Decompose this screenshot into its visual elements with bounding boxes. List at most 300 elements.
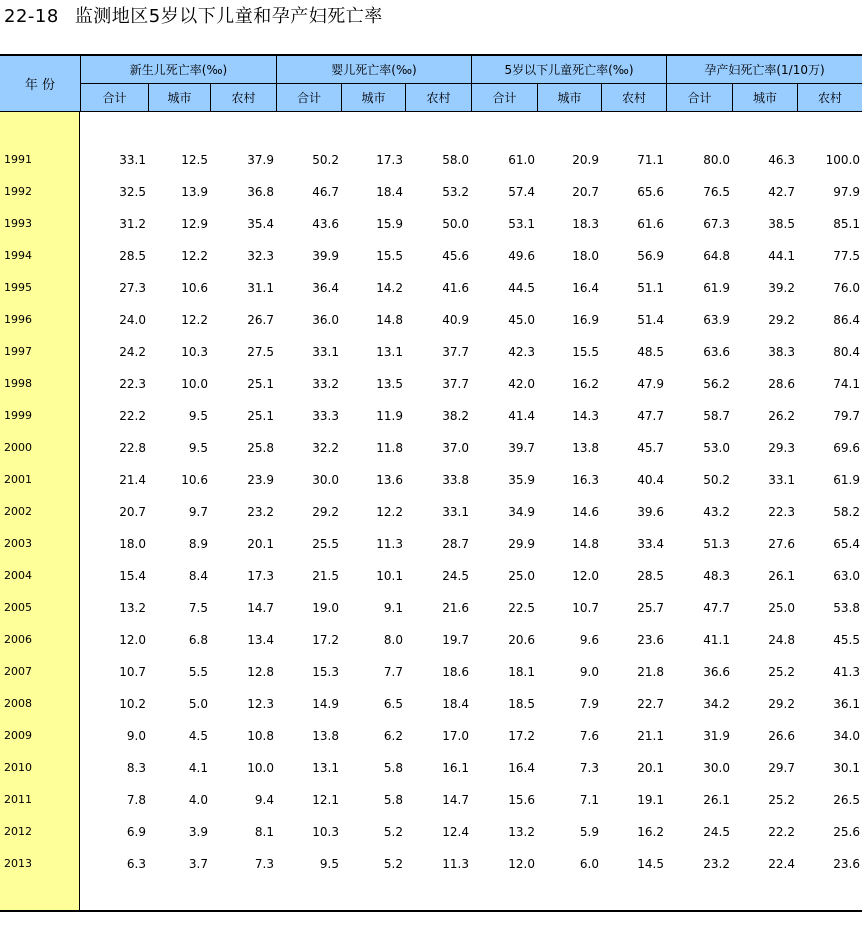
value-cell: 12.0 — [119, 633, 146, 647]
value-cell: 12.8 — [247, 665, 274, 679]
value-cell: 22.2 — [768, 825, 795, 839]
value-cell: 12.2 — [181, 313, 208, 327]
value-cell: 14.9 — [312, 697, 339, 711]
group-header-neonatal: 新生儿死亡率(‰) — [80, 56, 276, 84]
value-cell: 49.6 — [508, 249, 535, 263]
value-cell: 29.3 — [768, 441, 795, 455]
value-cell: 16.4 — [508, 761, 535, 775]
value-cell: 38.2 — [442, 409, 469, 423]
value-cell: 58.2 — [833, 505, 860, 519]
value-cell: 11.3 — [442, 857, 469, 871]
value-cell: 22.8 — [119, 441, 146, 455]
year-cell: 1993 — [4, 217, 32, 230]
sub-header-rural: 农村 — [210, 84, 276, 112]
group-header-maternal: 孕产妇死亡率(1/10万) — [666, 56, 862, 84]
value-cell: 31.9 — [703, 729, 730, 743]
value-cell: 21.6 — [442, 601, 469, 615]
value-cell: 50.2 — [312, 153, 339, 167]
table-row — [0, 496, 862, 528]
year-cell: 1995 — [4, 281, 32, 294]
value-cell: 15.5 — [376, 249, 403, 263]
table-number: 22-18 — [4, 6, 59, 27]
sub-header-total: 合计 — [666, 84, 732, 112]
value-cell: 28.6 — [768, 377, 795, 391]
value-cell: 12.1 — [312, 793, 339, 807]
sub-header-urban: 城市 — [148, 84, 210, 112]
value-cell: 10.7 — [572, 601, 599, 615]
value-cell: 7.7 — [383, 665, 403, 679]
value-cell: 23.6 — [833, 857, 860, 871]
year-cell: 1992 — [4, 185, 32, 198]
table-row — [0, 592, 862, 624]
year-cell: 2004 — [4, 569, 32, 582]
value-cell: 53.1 — [508, 217, 535, 231]
table-row — [0, 336, 862, 368]
value-cell: 5.5 — [188, 665, 208, 679]
value-cell: 22.5 — [508, 601, 535, 615]
value-cell: 44.5 — [508, 281, 535, 295]
page-title — [4, 4, 383, 30]
value-cell: 10.0 — [181, 377, 208, 391]
value-cell: 35.4 — [247, 217, 274, 231]
value-cell: 8.0 — [383, 633, 403, 647]
value-cell: 26.1 — [768, 569, 795, 583]
value-cell: 25.6 — [833, 825, 860, 839]
year-cell: 2002 — [4, 505, 32, 518]
value-cell: 33.3 — [312, 409, 339, 423]
value-cell: 48.5 — [637, 345, 664, 359]
value-cell: 51.4 — [637, 313, 664, 327]
value-cell: 14.8 — [376, 313, 403, 327]
value-cell: 20.9 — [572, 153, 599, 167]
value-cell: 5.8 — [383, 761, 403, 775]
value-cell: 13.2 — [119, 601, 146, 615]
value-cell: 63.6 — [703, 345, 730, 359]
value-cell: 32.5 — [119, 185, 146, 199]
value-cell: 16.2 — [637, 825, 664, 839]
value-cell: 46.3 — [768, 153, 795, 167]
value-cell: 25.1 — [247, 409, 274, 423]
value-cell: 39.7 — [508, 441, 535, 455]
value-cell: 45.7 — [637, 441, 664, 455]
value-cell: 36.1 — [833, 697, 860, 711]
value-cell: 19.1 — [637, 793, 664, 807]
value-cell: 14.5 — [637, 857, 664, 871]
value-cell: 85.1 — [833, 217, 860, 231]
value-cell: 58.0 — [442, 153, 469, 167]
value-cell: 26.2 — [768, 409, 795, 423]
value-cell: 61.0 — [508, 153, 535, 167]
value-cell: 7.8 — [126, 793, 146, 807]
value-cell: 36.0 — [312, 313, 339, 327]
value-cell: 24.8 — [768, 633, 795, 647]
value-cell: 6.3 — [126, 857, 146, 871]
value-cell: 42.3 — [508, 345, 535, 359]
value-cell: 63.0 — [833, 569, 860, 583]
value-cell: 16.1 — [442, 761, 469, 775]
value-cell: 41.6 — [442, 281, 469, 295]
value-cell: 13.8 — [312, 729, 339, 743]
value-cell: 69.6 — [833, 441, 860, 455]
value-cell: 10.6 — [181, 281, 208, 295]
value-cell: 5.2 — [383, 825, 403, 839]
value-cell: 31.1 — [247, 281, 274, 295]
value-cell: 53.2 — [442, 185, 469, 199]
value-cell: 53.0 — [703, 441, 730, 455]
value-cell: 27.3 — [119, 281, 146, 295]
value-cell: 24.0 — [119, 313, 146, 327]
year-cell: 2013 — [4, 857, 32, 870]
table-row — [0, 848, 862, 880]
year-cell: 2006 — [4, 633, 32, 646]
value-cell: 64.8 — [703, 249, 730, 263]
value-cell: 18.6 — [442, 665, 469, 679]
value-cell: 48.3 — [703, 569, 730, 583]
sub-header-total: 合计 — [276, 84, 341, 112]
value-cell: 12.9 — [181, 217, 208, 231]
value-cell: 11.8 — [376, 441, 403, 455]
value-cell: 26.7 — [247, 313, 274, 327]
value-cell: 14.8 — [572, 537, 599, 551]
value-cell: 15.6 — [508, 793, 535, 807]
value-cell: 65.6 — [637, 185, 664, 199]
value-cell: 14.7 — [442, 793, 469, 807]
value-cell: 9.6 — [579, 633, 599, 647]
value-cell: 14.7 — [247, 601, 274, 615]
sub-header-rural: 农村 — [405, 84, 471, 112]
value-cell: 27.6 — [768, 537, 795, 551]
value-cell: 65.4 — [833, 537, 860, 551]
value-cell: 10.7 — [119, 665, 146, 679]
value-cell: 25.5 — [312, 537, 339, 551]
value-cell: 22.2 — [119, 409, 146, 423]
value-cell: 9.4 — [254, 793, 274, 807]
value-cell: 6.8 — [188, 633, 208, 647]
sub-header-total: 合计 — [471, 84, 537, 112]
sub-header-urban: 城市 — [537, 84, 601, 112]
value-cell: 56.9 — [637, 249, 664, 263]
value-cell: 71.1 — [637, 153, 664, 167]
value-cell: 39.9 — [312, 249, 339, 263]
year-cell: 1997 — [4, 345, 32, 358]
value-cell: 40.9 — [442, 313, 469, 327]
value-cell: 6.5 — [383, 697, 403, 711]
value-cell: 34.0 — [833, 729, 860, 743]
value-cell: 33.1 — [119, 153, 146, 167]
value-cell: 45.5 — [833, 633, 860, 647]
value-cell: 10.3 — [312, 825, 339, 839]
table-row — [0, 784, 862, 816]
value-cell: 20.7 — [572, 185, 599, 199]
value-cell: 80.0 — [703, 153, 730, 167]
sub-header-total: 合计 — [80, 84, 148, 112]
value-cell: 17.2 — [312, 633, 339, 647]
year-cell: 2005 — [4, 601, 32, 614]
value-cell: 35.9 — [508, 473, 535, 487]
value-cell: 34.9 — [508, 505, 535, 519]
value-cell: 4.1 — [188, 761, 208, 775]
value-cell: 24.5 — [442, 569, 469, 583]
value-cell: 25.2 — [768, 793, 795, 807]
value-cell: 57.4 — [508, 185, 535, 199]
value-cell: 26.5 — [833, 793, 860, 807]
value-cell: 77.5 — [833, 249, 860, 263]
value-cell: 23.2 — [703, 857, 730, 871]
value-cell: 100.0 — [825, 153, 860, 167]
value-cell: 37.7 — [442, 345, 469, 359]
value-cell: 6.2 — [383, 729, 403, 743]
value-cell: 33.8 — [442, 473, 469, 487]
value-cell: 5.9 — [579, 825, 599, 839]
value-cell: 37.7 — [442, 377, 469, 391]
value-cell: 43.6 — [312, 217, 339, 231]
table-row — [0, 208, 862, 240]
table-row — [0, 720, 862, 752]
value-cell: 15.3 — [312, 665, 339, 679]
value-cell: 27.5 — [247, 345, 274, 359]
value-cell: 7.3 — [579, 761, 599, 775]
value-cell: 4.0 — [188, 793, 208, 807]
value-cell: 13.6 — [376, 473, 403, 487]
table-row — [0, 368, 862, 400]
value-cell: 23.2 — [247, 505, 274, 519]
value-cell: 13.1 — [312, 761, 339, 775]
value-cell: 5.2 — [383, 857, 403, 871]
value-cell: 12.0 — [508, 857, 535, 871]
value-cell: 7.3 — [254, 857, 274, 871]
value-cell: 10.2 — [119, 697, 146, 711]
value-cell: 33.1 — [442, 505, 469, 519]
value-cell: 10.8 — [247, 729, 274, 743]
value-cell: 22.3 — [768, 505, 795, 519]
value-cell: 9.5 — [188, 409, 208, 423]
value-cell: 24.5 — [703, 825, 730, 839]
sub-header-rural: 农村 — [601, 84, 666, 112]
value-cell: 30.0 — [703, 761, 730, 775]
value-cell: 41.1 — [703, 633, 730, 647]
value-cell: 36.6 — [703, 665, 730, 679]
value-cell: 10.1 — [376, 569, 403, 583]
value-cell: 14.2 — [376, 281, 403, 295]
year-cell: 1991 — [4, 153, 32, 166]
value-cell: 33.1 — [312, 345, 339, 359]
year-cell: 1996 — [4, 313, 32, 326]
value-cell: 20.6 — [508, 633, 535, 647]
value-cell: 43.2 — [703, 505, 730, 519]
value-cell: 47.7 — [703, 601, 730, 615]
value-cell: 39.6 — [637, 505, 664, 519]
table-row — [0, 464, 862, 496]
value-cell: 63.9 — [703, 313, 730, 327]
value-cell: 19.7 — [442, 633, 469, 647]
value-cell: 67.3 — [703, 217, 730, 231]
value-cell: 56.2 — [703, 377, 730, 391]
value-cell: 13.5 — [376, 377, 403, 391]
value-cell: 17.0 — [442, 729, 469, 743]
group-header-under5: 5岁以下儿童死亡率(‰) — [471, 56, 666, 84]
value-cell: 10.3 — [181, 345, 208, 359]
table-row — [0, 176, 862, 208]
value-cell: 28.7 — [442, 537, 469, 551]
value-cell: 22.4 — [768, 857, 795, 871]
value-cell: 18.1 — [508, 665, 535, 679]
value-cell: 25.0 — [508, 569, 535, 583]
value-cell: 45.6 — [442, 249, 469, 263]
value-cell: 9.7 — [188, 505, 208, 519]
value-cell: 44.1 — [768, 249, 795, 263]
value-cell: 29.9 — [508, 537, 535, 551]
value-cell: 26.6 — [768, 729, 795, 743]
value-cell: 25.1 — [247, 377, 274, 391]
value-cell: 61.9 — [833, 473, 860, 487]
value-cell: 9.1 — [383, 601, 403, 615]
value-cell: 15.4 — [119, 569, 146, 583]
year-cell: 2007 — [4, 665, 32, 678]
table-row — [0, 688, 862, 720]
year-cell: 1999 — [4, 409, 32, 422]
table-row — [0, 304, 862, 336]
value-cell: 12.4 — [442, 825, 469, 839]
value-cell: 39.2 — [768, 281, 795, 295]
value-cell: 18.5 — [508, 697, 535, 711]
value-cell: 41.4 — [508, 409, 535, 423]
value-cell: 15.5 — [572, 345, 599, 359]
sub-header-urban: 城市 — [732, 84, 797, 112]
value-cell: 9.5 — [188, 441, 208, 455]
value-cell: 42.0 — [508, 377, 535, 391]
table-row — [0, 400, 862, 432]
value-cell: 33.4 — [637, 537, 664, 551]
value-cell: 16.3 — [572, 473, 599, 487]
value-cell: 40.4 — [637, 473, 664, 487]
value-cell: 13.9 — [181, 185, 208, 199]
value-cell: 8.4 — [188, 569, 208, 583]
year-header: 年 份 — [0, 56, 80, 112]
value-cell: 32.2 — [312, 441, 339, 455]
value-cell: 33.2 — [312, 377, 339, 391]
value-cell: 12.3 — [247, 697, 274, 711]
value-cell: 34.2 — [703, 697, 730, 711]
value-cell: 14.6 — [572, 505, 599, 519]
value-cell: 9.0 — [126, 729, 146, 743]
value-cell: 38.3 — [768, 345, 795, 359]
value-cell: 22.7 — [637, 697, 664, 711]
value-cell: 10.0 — [247, 761, 274, 775]
value-cell: 18.4 — [442, 697, 469, 711]
value-cell: 16.9 — [572, 313, 599, 327]
value-cell: 76.5 — [703, 185, 730, 199]
value-cell: 21.1 — [637, 729, 664, 743]
value-cell: 41.3 — [833, 665, 860, 679]
value-cell: 18.0 — [572, 249, 599, 263]
value-cell: 79.7 — [833, 409, 860, 423]
value-cell: 42.7 — [768, 185, 795, 199]
value-cell: 6.0 — [579, 857, 599, 871]
value-cell: 9.5 — [319, 857, 339, 871]
value-cell: 12.0 — [572, 569, 599, 583]
value-cell: 51.3 — [703, 537, 730, 551]
value-cell: 13.8 — [572, 441, 599, 455]
value-cell: 37.9 — [247, 153, 274, 167]
value-cell: 6.9 — [126, 825, 146, 839]
value-cell: 61.9 — [703, 281, 730, 295]
sub-header-urban: 城市 — [341, 84, 405, 112]
value-cell: 61.6 — [637, 217, 664, 231]
value-cell: 3.9 — [188, 825, 208, 839]
value-cell: 19.0 — [312, 601, 339, 615]
year-cell: 2009 — [4, 729, 32, 742]
value-cell: 25.2 — [768, 665, 795, 679]
value-cell: 20.1 — [247, 537, 274, 551]
value-cell: 29.2 — [312, 505, 339, 519]
value-cell: 21.8 — [637, 665, 664, 679]
table-row — [0, 816, 862, 848]
value-cell: 10.6 — [181, 473, 208, 487]
value-cell: 14.3 — [572, 409, 599, 423]
value-cell: 5.8 — [383, 793, 403, 807]
value-cell: 29.7 — [768, 761, 795, 775]
value-cell: 20.7 — [119, 505, 146, 519]
value-cell: 13.1 — [376, 345, 403, 359]
value-cell: 53.8 — [833, 601, 860, 615]
value-cell: 5.0 — [188, 697, 208, 711]
value-cell: 50.0 — [442, 217, 469, 231]
value-cell: 25.0 — [768, 601, 795, 615]
table-row — [0, 144, 862, 176]
table-row — [0, 560, 862, 592]
table-row — [0, 752, 862, 784]
value-cell: 51.1 — [637, 281, 664, 295]
value-cell: 20.1 — [637, 761, 664, 775]
value-cell: 23.9 — [247, 473, 274, 487]
data-table — [0, 54, 862, 912]
value-cell: 33.1 — [768, 473, 795, 487]
table-row — [0, 528, 862, 560]
value-cell: 13.2 — [508, 825, 535, 839]
value-cell: 29.2 — [768, 313, 795, 327]
value-cell: 74.1 — [833, 377, 860, 391]
table-title: 监测地区5岁以下儿童和孕产妇死亡率 — [74, 6, 383, 27]
year-cell: 2012 — [4, 825, 32, 838]
table-row — [0, 656, 862, 688]
value-cell: 7.5 — [188, 601, 208, 615]
group-header-infant: 婴儿死亡率(‰) — [276, 56, 471, 84]
value-cell: 18.0 — [119, 537, 146, 551]
value-cell: 58.7 — [703, 409, 730, 423]
value-cell: 25.7 — [637, 601, 664, 615]
value-cell: 21.5 — [312, 569, 339, 583]
value-cell: 18.4 — [376, 185, 403, 199]
value-cell: 21.4 — [119, 473, 146, 487]
value-cell: 15.9 — [376, 217, 403, 231]
value-cell: 12.5 — [181, 153, 208, 167]
value-cell: 22.3 — [119, 377, 146, 391]
year-cell: 1998 — [4, 377, 32, 390]
value-cell: 12.2 — [181, 249, 208, 263]
year-cell: 2001 — [4, 473, 32, 486]
value-cell: 13.4 — [247, 633, 274, 647]
value-cell: 36.8 — [247, 185, 274, 199]
value-cell: 30.1 — [833, 761, 860, 775]
value-cell: 46.7 — [312, 185, 339, 199]
year-cell: 2011 — [4, 793, 32, 806]
value-cell: 24.2 — [119, 345, 146, 359]
value-cell: 86.4 — [833, 313, 860, 327]
year-cell: 2008 — [4, 697, 32, 710]
value-cell: 29.2 — [768, 697, 795, 711]
value-cell: 30.0 — [312, 473, 339, 487]
value-cell: 17.3 — [247, 569, 274, 583]
